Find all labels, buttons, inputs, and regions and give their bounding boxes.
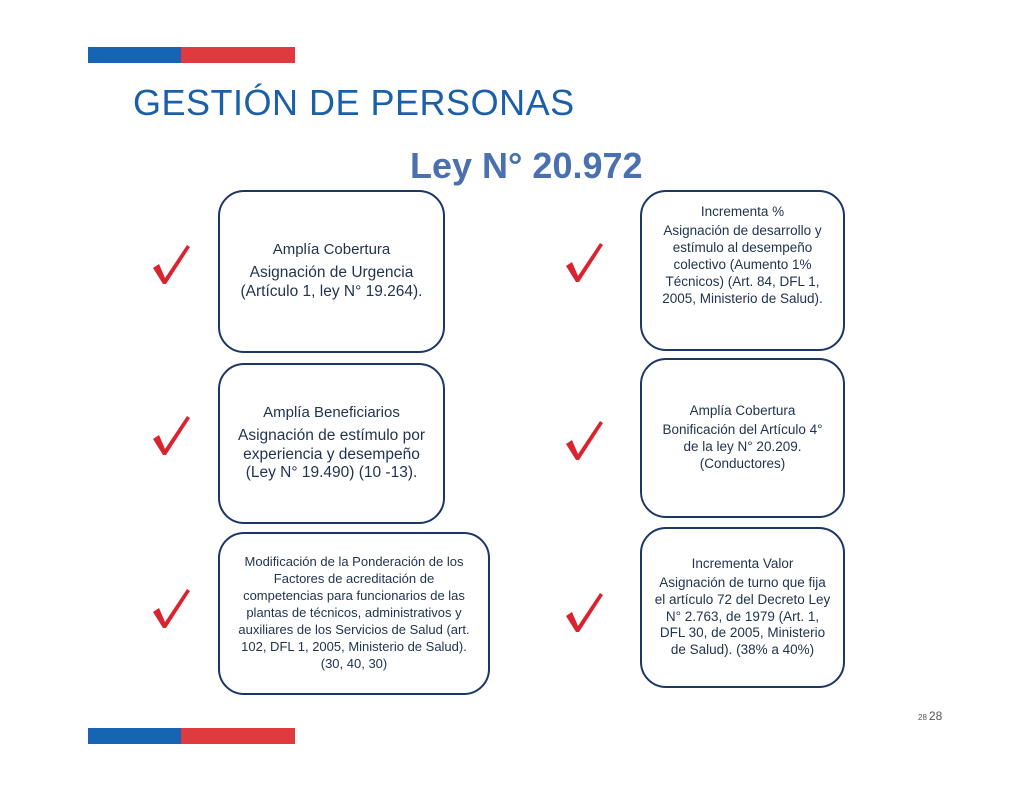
checkmark-icon — [150, 242, 192, 286]
page-number-main: 28 — [928, 709, 943, 723]
page-number-small: 28 — [918, 713, 927, 722]
box-text: Modificación de la Ponderación de los Factores de acreditación de competencias para funcionarios de las plantas de técnicos, administrativos y auxiliares de los Servicios de Salud (art. 102, DFL 1, 2005, Ministerio de Salud). (30, 40, 30) — [238, 554, 470, 671]
box-text: Asignación de turno que fija el artículo 72 del Decreto Ley N° 2.763, de 1979 (Art. 1, DFL 30, de 2005, Ministerio de Salud). (38% a 40%) — [654, 574, 831, 658]
top-blue-bar — [88, 47, 181, 63]
info-box-turno — [640, 527, 845, 688]
box-text: Asignación de estímulo por experiencia y desempeño (Ley N° 19.490) (10 -13). — [238, 426, 425, 482]
info-box-desarrollo — [640, 190, 845, 351]
slide-subtitle: Ley N° 20.972 — [410, 145, 643, 186]
top-red-bar — [181, 47, 295, 63]
box-text: Bonificación del Artículo 4° de la ley N° 20.209. (Conductores) — [662, 422, 823, 471]
slide-title: GESTIÓN DE PERSONAS — [133, 82, 575, 123]
box-heading: Amplía Cobertura — [272, 241, 391, 259]
box-heading: Amplía Beneficiarios — [263, 403, 400, 421]
checkmark-icon — [563, 590, 605, 634]
checkmark-icon — [563, 418, 605, 462]
checkmark-icon — [563, 240, 605, 284]
box-heading: Incrementa % — [700, 204, 785, 219]
info-box-urgencia — [218, 190, 445, 353]
info-box-conductores — [640, 358, 845, 518]
page-number — [918, 707, 942, 725]
bottom-red-bar — [181, 728, 295, 744]
box-text: Asignación de desarrollo y estímulo al desempeño colectivo (Aumento 1% Técnicos) (Art. 84, DFL 1, 2005, Ministerio de Salud). — [662, 223, 823, 306]
box-heading: Amplía Cobertura — [689, 403, 796, 419]
info-box-ponderacion — [218, 532, 490, 695]
box-heading: Incrementa Valor — [691, 555, 794, 571]
info-box-estimulo — [218, 363, 445, 524]
checkmark-icon — [150, 413, 192, 457]
box-text: Asignación de Urgencia (Artículo 1, ley N° 19.264). — [240, 264, 423, 300]
bottom-blue-bar — [88, 728, 181, 744]
checkmark-icon — [150, 586, 192, 630]
